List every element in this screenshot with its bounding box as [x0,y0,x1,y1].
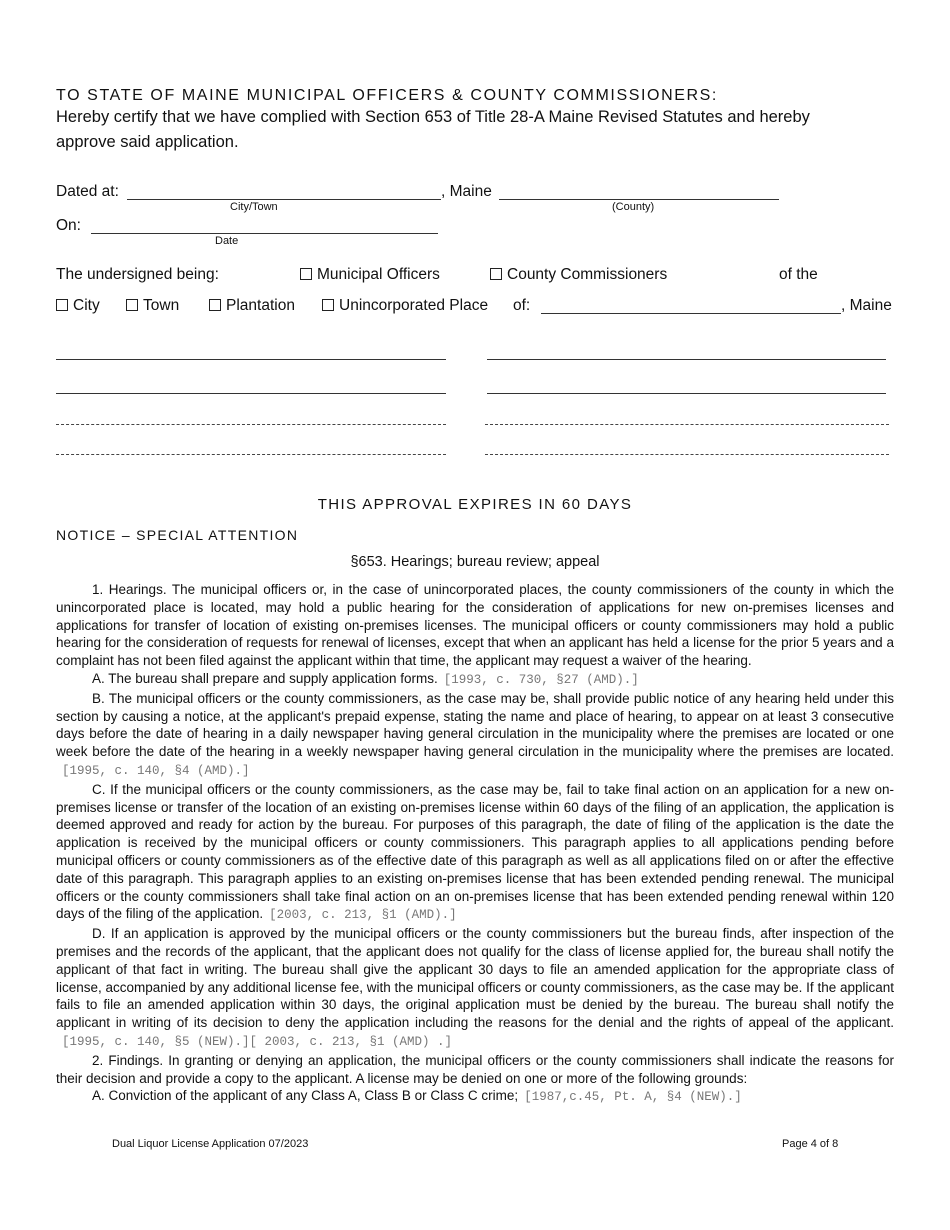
unincorporated-place-label: Unincorporated Place [339,297,489,314]
town-checkbox[interactable] [126,299,138,311]
signature-line[interactable] [56,424,446,425]
section-title: §653. Hearings; bureau review; appeal [350,554,600,570]
county-commissioners-checkbox[interactable] [490,268,502,280]
footer-form-title: Dual Liquor License Application 07/2023 [112,1138,309,1150]
county-commissioners-label: County Commissioners [507,266,668,283]
paragraph-findings: 2. Findings. In granting or denying an application, the municipal officers or the county commissioners shall indicate the reasons for their decision and provide a copy to the applicant. A license may be denied on one or more of the following grounds: [56,1052,894,1086]
signature-line[interactable] [485,424,889,425]
date-field[interactable] [91,233,438,234]
signature-line[interactable] [487,393,886,394]
place-name-field[interactable] [541,313,841,314]
unincorporated-place-option[interactable] [322,297,488,315]
city-town-caption: City/Town [230,201,278,213]
plantation-option[interactable] [209,297,295,315]
notice-heading: NOTICE – SPECIAL ATTENTION [56,527,299,543]
paragraph-c [56,781,894,925]
signature-line[interactable] [56,454,446,455]
municipal-officers-option[interactable] [300,266,440,284]
municipal-officers-checkbox[interactable] [300,268,312,280]
dated-at-label: Dated at: [56,183,119,200]
signature-line[interactable] [485,454,889,455]
town-option[interactable] [126,297,179,315]
city-label: City [73,297,100,314]
paragraph-b [56,690,894,781]
unincorporated-place-checkbox[interactable] [322,299,334,311]
paragraph-a-text: A. The bureau shall prepare and supply application forms. [92,670,438,686]
paragraph-c-citation: [2003, c. 213, §1 (AMD).] [269,908,457,923]
signature-line[interactable] [56,359,446,360]
plantation-checkbox[interactable] [209,299,221,311]
county-commissioners-option[interactable] [490,266,667,284]
city-checkbox[interactable] [56,299,68,311]
paragraph-2a [56,1087,894,1107]
paragraph-a [56,670,894,690]
paragraph-2a-text: A. Conviction of the applicant of any Class A, Class B or Class C crime; [92,1088,519,1104]
paragraph-b-citation: [1995, c. 140, §4 (AMD).] [62,763,250,778]
page-number: Page 4 of 8 [782,1138,839,1150]
city-town-field[interactable] [127,199,441,200]
paragraph-d-text: D. If an application is approved by the municipal officers or the county commissioners but the bureau finds, after inspection of the premises and the records of the applicant, that the applicant does not qualify for the class of license applied for, the bureau shall notify the applicant of that fact in writing. The bureau shall give the applicant 30 days to file an amended application for the appropriate class of license, accompanied by any additional license fee, with the municipal officers or county commissioners, as the case may be. If the applicant fails to file an amended application within 30 days, the original application must be denied by the bureau. The bureau shall notify the applicant in writing of its decision to deny the application including the reasons for the denial and the rights of appeal of the applicant. [56,926,894,1031]
of-the-label: of the [779,266,818,283]
signature-line[interactable] [487,359,886,360]
of-label: of: [513,297,531,314]
municipal-officers-label: Municipal Officers [317,266,440,283]
paragraph-2a-citation: [1987,c.45, Pt. A, §4 (NEW).] [524,1090,742,1105]
on-label: On: [56,217,81,234]
paragraph-a-citation: [1993, c. 730, §27 (AMD).] [443,672,639,687]
statute-text [56,581,894,1107]
town-label: Town [143,297,180,314]
paragraph-d [56,925,894,1052]
signature-line[interactable] [56,393,446,394]
paragraph-hearings: 1. Hearings. The municipal officers or, in the case of unincorporated places, the county commissioners of the county in which the unincorporated place is located, may hold a public hearing for the consideration of applications for new on-premises licenses and applications for transfer of location of existing on-premises licenses. The municipal officers or county commissioners may hold a public hearing for the consideration of requests for renewal of licenses, except that when an applicant has held a license for the prior 5 years and a complaint has not been filed against the applicant within that time, the applicant may request a waiver of the hearing. [56,582,894,669]
undersigned-label: The undersigned being: [56,266,219,283]
paragraph-b-text: B. The municipal officers or the county commissioners, as the case may be, shall provide public notice of any hearing held under this section by causing a notice, at the applicant's prepaid expense, stating the name and place of hearing, to appear on at least 3 consecutive days before the date of hearing in a daily newspaper having general circulation in the municipality where the premises are located or one week before the date of the hearing in a weekly newspaper having general circulation in the municipality where the premises are located. [56,690,894,760]
page-heading: TO STATE OF MAINE MUNICIPAL OFFICERS & COUNTY COMMISSIONERS: [56,87,718,104]
county-field[interactable] [499,199,779,200]
expiration-notice: THIS APPROVAL EXPIRES IN 60 DAYS [317,496,633,513]
plantation-label: Plantation [226,297,295,314]
maine-label: , Maine [441,183,492,200]
maine-end-label: , Maine [841,297,892,314]
paragraph-c-text: C. If the municipal officers or the county commissioners, as the case may be, fail to take final action on an application for a new on-premises license or transfer of the location of an existing on-premises license within 60 days of the filing of an application, the application is deemed approved and ready for action by the bureau. For purposes of this paragraph, the date of filing of the application is the date the application is received by the municipal officers or county commissioners. This paragraph applies to all applications pending before municipal officers or county commissioners as of the effective date of this paragraph as well as all applications filed on or after the effective date of this paragraph. This paragraph applies to an existing on-premises license that has been extended pending renewal. The municipal officers or the county commissioners shall take final action on an on-premises license that has been extended pending renewal within 120 days of the filing of the application. [56,781,894,922]
date-caption: Date [215,235,239,247]
paragraph-d-citation: [1995, c. 140, §5 (NEW).][ 2003, c. 213, §1 (AMD) .] [62,1034,453,1049]
city-option[interactable] [56,297,100,315]
county-caption: (County) [612,201,655,213]
certification-text: Hereby certify that we have complied with Section 653 of Title 28-A Maine Revised Statutes and hereby approve said application. [56,108,810,151]
